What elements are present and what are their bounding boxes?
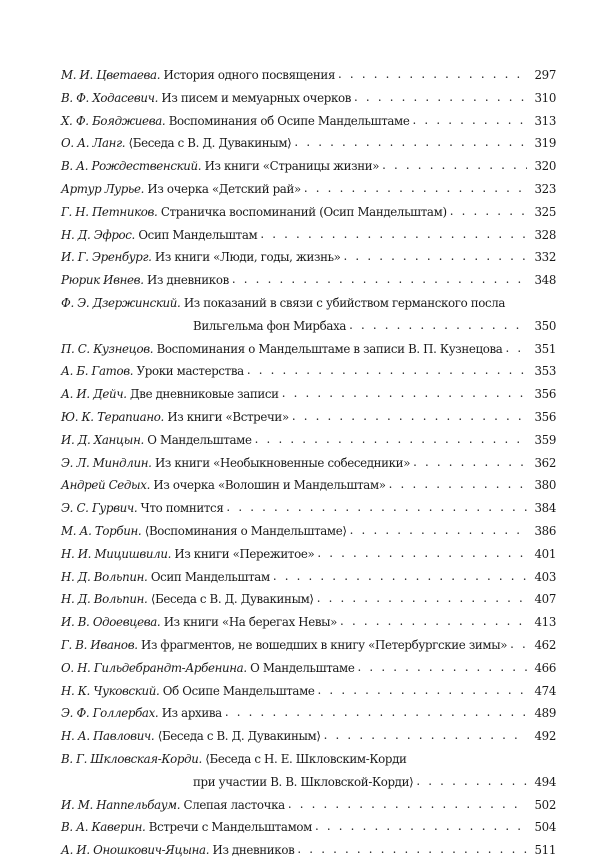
toc-entry <box>61 497 556 520</box>
dot-leader <box>226 496 527 519</box>
dot-leader <box>344 245 527 268</box>
dot-leader <box>318 679 527 702</box>
entry-title: Из книги «Встречи» <box>167 409 289 424</box>
entry-author: В. А. Каверин. <box>61 820 146 835</box>
dot-leader <box>413 109 527 132</box>
toc-entry <box>61 64 556 87</box>
toc-entry-line <box>61 132 556 155</box>
toc-entry <box>61 132 556 155</box>
entry-author: А. И. Оношкович-Яцына. <box>61 843 210 858</box>
dot-leader <box>510 633 527 656</box>
toc-entry-line <box>61 178 556 201</box>
toc-entry <box>61 748 556 794</box>
entry-title: Из очерка «Детский рай» <box>147 181 301 196</box>
toc-entry-line <box>61 383 556 406</box>
dot-leader <box>260 223 527 246</box>
toc-entry-line <box>61 87 556 110</box>
toc-entry <box>61 383 556 406</box>
toc-entry <box>61 110 556 133</box>
toc-entry-line <box>61 338 556 361</box>
dot-leader <box>450 200 527 223</box>
entry-page-number: 492 <box>534 729 556 744</box>
entry-title: О Мандельштаме <box>147 432 252 447</box>
dot-leader <box>324 724 527 747</box>
entry-title: Из книги «Пережитое» <box>174 546 315 561</box>
entry-page-number: 313 <box>534 113 556 128</box>
toc-entry-line <box>61 497 556 520</box>
entry-title: ⟨Беседа с В. Д. Дувакиным⟩ <box>150 592 314 607</box>
entry-author: В. Ф. Ходасевич. <box>61 90 159 105</box>
dot-leader <box>294 131 527 154</box>
toc-entry-first-line <box>61 748 556 771</box>
dot-leader <box>354 86 527 109</box>
dot-leader <box>273 565 527 588</box>
toc-entry-line <box>61 725 556 748</box>
toc-entry-line <box>61 794 556 817</box>
dot-leader <box>255 428 527 451</box>
entry-author: Э. Л. Миндлин. <box>61 455 152 470</box>
toc-entry <box>61 543 556 566</box>
toc-entry <box>61 520 556 543</box>
entry-author: И. М. Наппельбаум. <box>61 797 181 812</box>
entry-page-number: 407 <box>534 592 556 607</box>
entry-title: Из дневников <box>147 273 229 288</box>
entry-author: В. А. Рождественский. <box>61 159 202 174</box>
entry-page-number: 380 <box>534 478 556 493</box>
entry-author: Н. Д. Вольпин. <box>61 592 148 607</box>
toc-entry-last-line <box>61 771 556 794</box>
entry-title: Из фрагментов, не вошедших в книгу «Петербургские зимы» <box>141 637 508 652</box>
dot-leader <box>232 268 527 291</box>
toc-entry <box>61 246 556 269</box>
dot-leader <box>416 770 527 793</box>
dot-leader <box>288 793 527 816</box>
toc-entry-line <box>61 816 556 839</box>
entry-page-number: 353 <box>534 364 556 379</box>
toc-entry-line <box>61 611 556 634</box>
toc-entry <box>61 588 556 611</box>
entry-author: В. Г. Шкловская-Корди. <box>61 751 202 766</box>
entry-author: И. Г. Эренбург. <box>61 250 152 265</box>
dot-leader <box>340 610 527 633</box>
entry-author: А. И. Дейч. <box>61 387 127 402</box>
toc-entry-line <box>61 155 556 178</box>
dot-leader <box>382 154 527 177</box>
dot-leader <box>389 473 527 496</box>
toc-entry <box>61 338 556 361</box>
entry-author: А. Б. Гатов. <box>61 364 134 379</box>
dot-leader <box>304 177 527 200</box>
toc-entry-line <box>61 839 556 862</box>
toc-entry-line <box>61 520 556 543</box>
entry-title-continued: Вильгельма фон Мирбаха <box>193 318 347 333</box>
entry-page-number: 466 <box>534 660 556 675</box>
entry-page-number: 359 <box>534 432 556 447</box>
entry-author: И. Д. Ханцын. <box>61 432 144 447</box>
toc-entry <box>61 702 556 725</box>
dot-leader <box>358 656 527 679</box>
dot-leader <box>506 337 528 360</box>
toc-entry-line <box>61 634 556 657</box>
entry-author: И. В. Одоевцева. <box>61 615 161 630</box>
entry-title: ⟨Беседа с В. Д. Дувакиным⟩ <box>128 136 292 151</box>
toc-entry-line <box>61 246 556 269</box>
dot-leader <box>292 405 527 428</box>
toc-entry <box>61 429 556 452</box>
toc-entry <box>61 224 556 247</box>
toc-entry <box>61 816 556 839</box>
toc-entry <box>61 360 556 383</box>
toc-entry-line <box>61 110 556 133</box>
entry-author: Андрей Седых. <box>61 478 151 493</box>
entry-page-number: 386 <box>534 523 556 538</box>
toc-entry-line <box>61 224 556 247</box>
entry-title: Встречи с Мандельштамом <box>148 820 312 835</box>
entry-author: О. А. Ланг. <box>61 136 126 151</box>
toc-entry <box>61 657 556 680</box>
dot-leader <box>338 63 527 86</box>
entry-author: Э. Ф. Голлербах. <box>61 706 159 721</box>
dot-leader <box>297 838 527 861</box>
entry-page-number: 413 <box>534 615 556 630</box>
entry-title: Осип Мандельштам <box>150 569 270 584</box>
entry-author: М. И. Цветаева. <box>61 68 161 82</box>
entry-author: М. А. Торбин. <box>61 523 142 538</box>
entry-page-number: 320 <box>534 159 556 174</box>
entry-author: Н. К. Чуковский. <box>61 683 160 698</box>
entry-page-number: 297 <box>534 68 556 82</box>
entry-author: Э. С. Гурвич. <box>61 501 138 516</box>
entry-title: Две дневниковые записи <box>130 387 279 402</box>
toc-entry-line <box>61 680 556 703</box>
entry-page-number: 351 <box>534 341 556 356</box>
entry-title: Из очерка «Волошин и Мандельштам» <box>153 478 386 493</box>
table-of-contents <box>61 64 556 862</box>
toc-entry-line <box>61 360 556 383</box>
entry-title: Из книги «Необыкновенные собеседники» <box>154 455 411 470</box>
dot-leader <box>282 382 527 405</box>
entry-title-continued: при участии В. В. Шкловской-Корди⟩ <box>193 774 414 789</box>
entry-title: ⟨Беседа с В. Д. Дувакиным⟩ <box>157 729 321 744</box>
toc-entry <box>61 611 556 634</box>
toc-entry-line <box>61 64 556 87</box>
entry-author: Г. Н. Петников. <box>61 204 158 219</box>
dot-leader <box>317 587 527 610</box>
entry-page-number: 384 <box>534 501 556 516</box>
entry-page-number: 494 <box>534 774 556 789</box>
entry-page-number: 401 <box>534 546 556 561</box>
entry-author: П. С. Кузнецов. <box>61 341 154 356</box>
entry-title: Из архива <box>161 706 222 721</box>
entry-title: История одного посвящения <box>163 68 336 82</box>
entry-author: Ф. Э. Дзержинский. <box>61 295 181 310</box>
toc-entry-line <box>61 543 556 566</box>
entry-page-number: 474 <box>534 683 556 698</box>
toc-entry-line <box>61 406 556 429</box>
entry-author: Н. Д. Эфрос. <box>61 227 135 242</box>
entry-title: ⟨Воспоминания о Мандельштаме⟩ <box>144 523 347 538</box>
entry-title: Что помнится <box>140 501 224 516</box>
dot-leader <box>349 314 527 337</box>
toc-entry-line <box>61 566 556 589</box>
entry-author: О. Н. Гильдебрандт-Арбенина. <box>61 660 247 675</box>
toc-entry-first-line <box>61 292 556 315</box>
entry-title: Страничка воспоминаний (Осип Мандельштам) <box>160 204 447 219</box>
entry-author: Рюрик Ивнев. <box>61 273 144 288</box>
entry-title: Из книги «Люди, годы, жизнь» <box>154 250 341 265</box>
entry-title: Из книги «На берегах Невы» <box>163 615 338 630</box>
toc-entry <box>61 292 556 338</box>
dot-leader <box>225 701 527 724</box>
toc-entry <box>61 178 556 201</box>
entry-page-number: 348 <box>534 273 556 288</box>
entry-title: Из показаний в связи с убийством германского посла <box>183 295 506 310</box>
dot-leader <box>350 519 527 542</box>
toc-entry <box>61 155 556 178</box>
entry-page-number: 362 <box>534 455 556 470</box>
toc-entry-line <box>61 429 556 452</box>
toc-entry <box>61 452 556 475</box>
entry-page-number: 462 <box>534 637 556 652</box>
toc-entry <box>61 794 556 817</box>
entry-author: Г. В. Иванов. <box>61 637 138 652</box>
entry-page-number: 325 <box>534 204 556 219</box>
toc-entry <box>61 474 556 497</box>
toc-entry <box>61 725 556 748</box>
entry-page-number: 489 <box>534 706 556 721</box>
toc-entry <box>61 680 556 703</box>
toc-entry-line <box>61 588 556 611</box>
entry-title: Слепая ласточка <box>183 797 285 812</box>
entry-author: Н. А. Павлович. <box>61 729 155 744</box>
entry-author: Ю. К. Терапиано. <box>61 409 164 424</box>
entry-page-number: 356 <box>534 409 556 424</box>
toc-entry-last-line <box>61 315 556 338</box>
entry-page-number: 332 <box>534 250 556 265</box>
entry-page-number: 502 <box>534 797 556 812</box>
entry-page-number: 328 <box>534 227 556 242</box>
entry-title: Воспоминания о Мандельштаме в записи В. П. Кузнецова <box>156 341 503 356</box>
toc-entry <box>61 201 556 224</box>
entry-page-number: 350 <box>534 318 556 333</box>
entry-title: Об Осипе Мандельштаме <box>162 683 315 698</box>
entry-title: О Мандельштаме <box>250 660 355 675</box>
entry-author: Н. И. Мицишвили. <box>61 546 171 561</box>
entry-title: Из книги «Страницы жизни» <box>204 159 380 174</box>
dot-leader <box>413 451 527 474</box>
toc-entry <box>61 87 556 110</box>
entry-title: ⟨Беседа с Н. Е. Шкловским-Корди <box>205 751 407 766</box>
toc-entry <box>61 839 556 862</box>
entry-title: Из писем и мемуарных очерков <box>161 90 352 105</box>
entry-page-number: 356 <box>534 387 556 402</box>
entry-title: Воспоминания об Осипе Мандельштаме <box>168 113 410 128</box>
entry-title: Уроки мастерства <box>136 364 244 379</box>
toc-entry-line <box>61 269 556 292</box>
entry-page-number: 319 <box>534 136 556 151</box>
toc-entry-line <box>61 474 556 497</box>
toc-entry <box>61 406 556 429</box>
entry-page-number: 504 <box>534 820 556 835</box>
entry-page-number: 310 <box>534 90 556 105</box>
toc-entry-line <box>61 201 556 224</box>
entry-author: Н. Д. Вольпин. <box>61 569 148 584</box>
entry-page-number: 511 <box>534 843 556 858</box>
toc-entry-line <box>61 702 556 725</box>
toc-entry <box>61 269 556 292</box>
entry-author: Артур Лурье. <box>61 181 145 196</box>
toc-entry <box>61 566 556 589</box>
entry-title: Из дневников <box>212 843 295 858</box>
dot-leader <box>315 815 527 838</box>
dot-leader <box>317 542 527 565</box>
entry-title: Осип Мандельштам <box>138 227 258 242</box>
entry-author: Х. Ф. Бояджиева. <box>61 113 166 128</box>
toc-entry-line <box>61 452 556 475</box>
entry-page-number: 403 <box>534 569 556 584</box>
toc-entry <box>61 634 556 657</box>
dot-leader <box>247 359 527 382</box>
toc-entry-line <box>61 657 556 680</box>
entry-page-number: 323 <box>534 181 556 196</box>
